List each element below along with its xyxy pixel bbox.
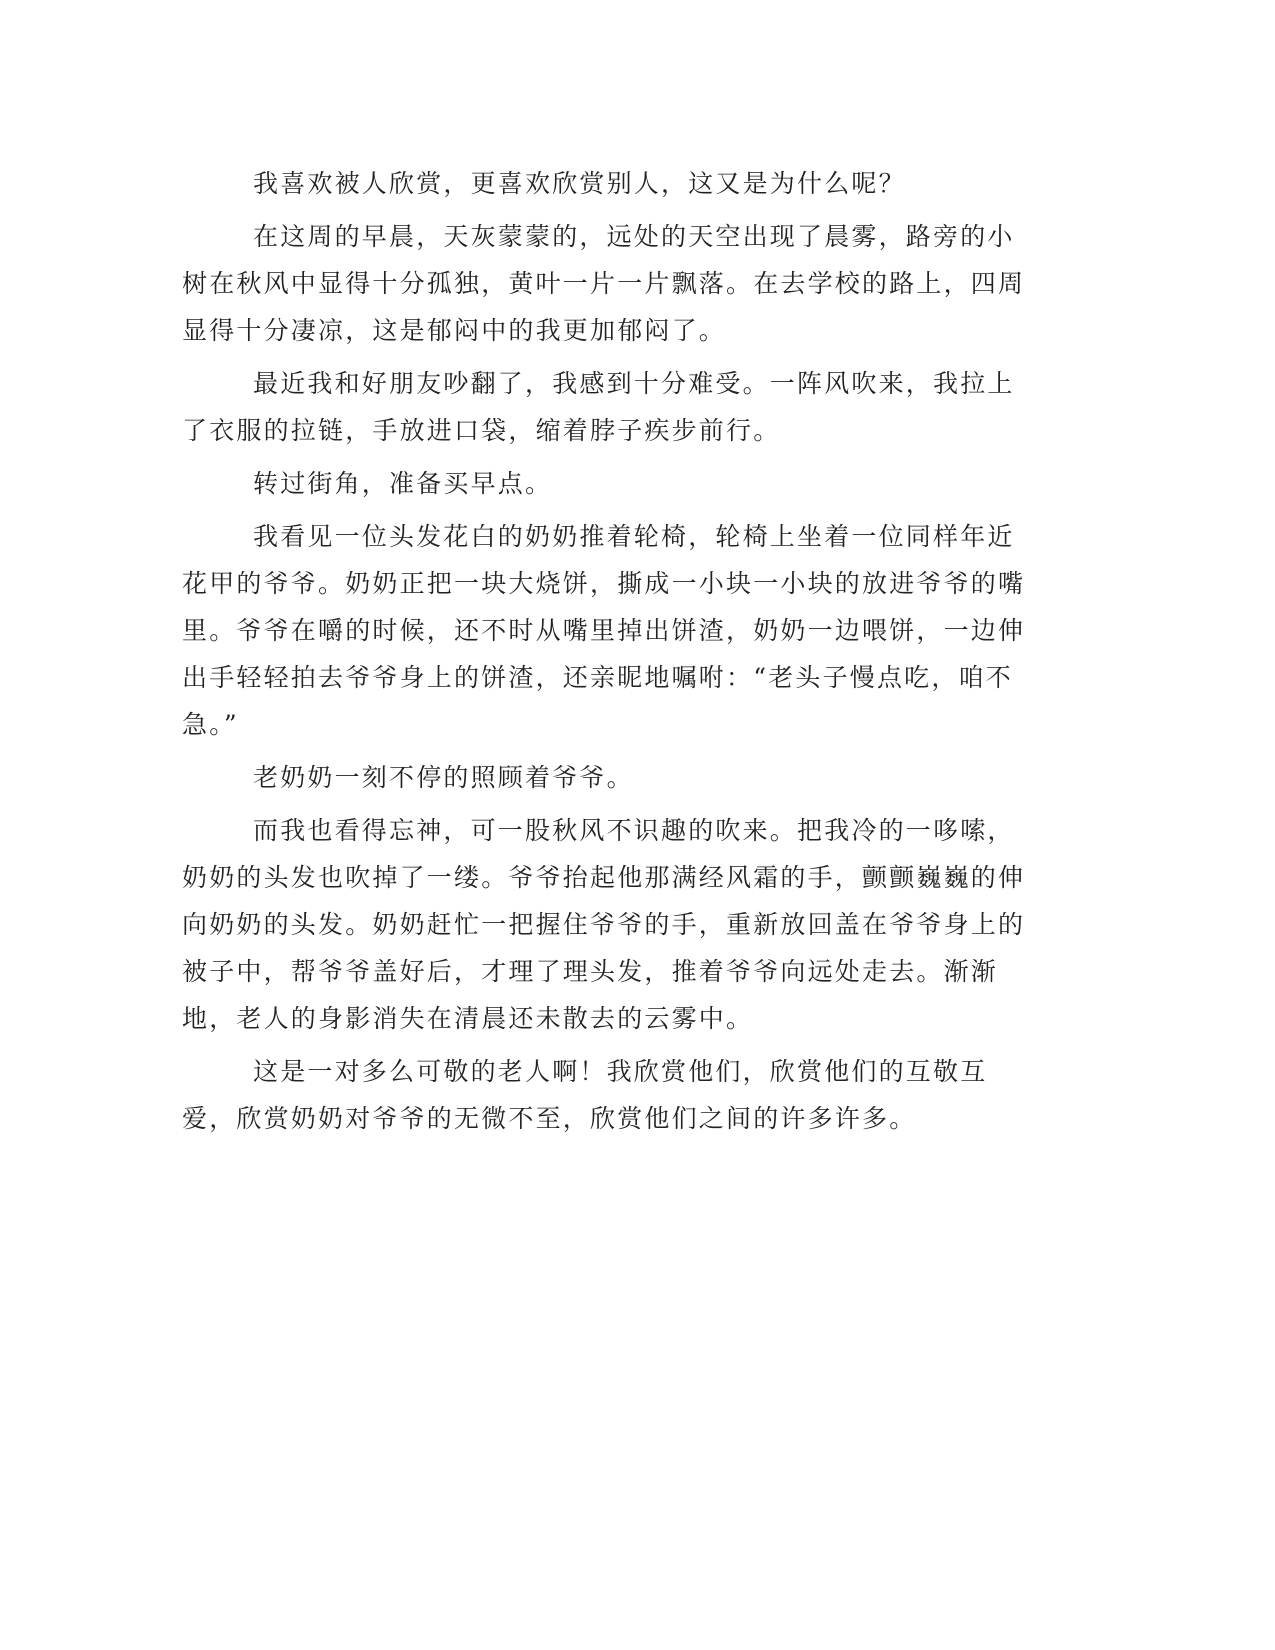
paragraph-3: 最近我和好朋友吵翻了，我感到十分难受。一阵风吹来，我拉上了衣服的拉链，手放进口袋，缩着脖子疾步前行。 (182, 369, 1015, 445)
paragraph-7: 而我也看得忘神，可一股秋风不识趣的吹来。把我冷的一哆嗦，奶奶的头发也吹掉了一缕。爷爷抬起他那满经风霜的手，颤颤巍巍的伸向奶奶的头发。奶奶赶忙一把握住爷爷的手，重新放回盖在爷爷身上的被子中，帮爷爷盖好后，才理了理头发，推着爷爷向远处走去。渐渐地，老人的身影消失在清晨还未散去的云雾中。 (182, 816, 1026, 1033)
paragraph-6: 老奶奶一刻不停的照顾着爷爷。 (253, 763, 634, 792)
paragraph-5: 我看见一位头发花白的奶奶推着轮椅，轮椅上坐着一位同样年近花甲的爷爷。奶奶正把一块大烧饼，撕成一小块一小块的放进爷爷的嘴里。爷爷在嚼的时候，还不时从嘴里掉出饼渣，奶奶一边喂饼，一边伸出手轻轻拍去爷爷身上的饼渣，还亲昵地嘱咐：“老头子慢点吃，咱不急。” (182, 522, 1026, 739)
paragraph-1: 我喜欢被人欣赏，更喜欢欣赏别人，这又是为什么呢？ (253, 169, 906, 198)
paragraph-2: 在这周的早晨，天灰蒙蒙的，远处的天空出现了晨雾，路旁的小树在秋风中显得十分孤独，黄叶一片一片飘落。在去学校的路上，四周显得十分凄凉，这是郁闷中的我更加郁闷了。 (182, 222, 1026, 345)
paragraph-8: 这是一对多么可敬的老人啊！我欣赏他们，欣赏他们的互敬互爱，欣赏奶奶对爷爷的无微不至，欣赏他们之间的许多许多。 (182, 1057, 988, 1133)
paragraph-4: 转过街角，准备买早点。 (253, 469, 553, 498)
essay-body (182, 160, 1034, 1148)
